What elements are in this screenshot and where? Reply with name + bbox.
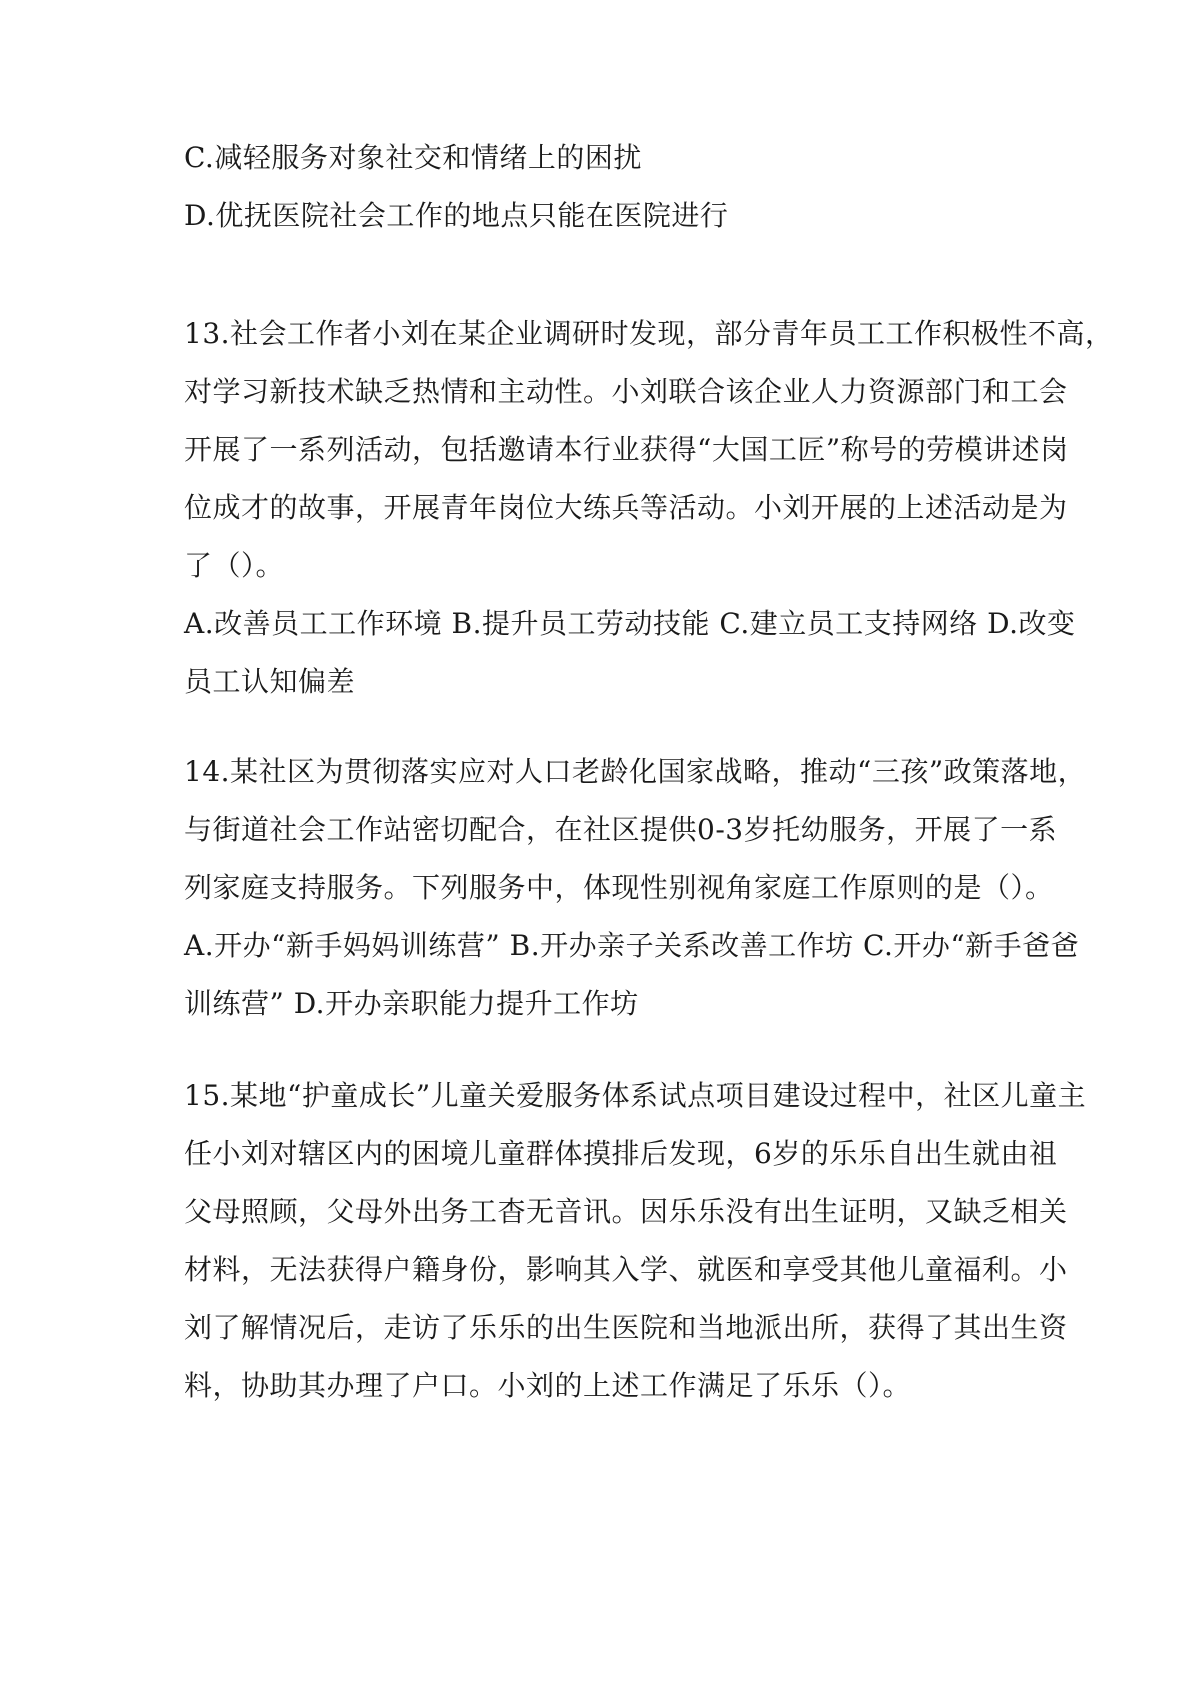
q15-stem-line-5: 刘了解情况后，走访了乐乐的出生医院和当地派出所，获得了其出生资: [184, 1311, 1068, 1344]
q13-stem-line-2: 对学习新技术缺乏热情和主动性。小刘联合该企业人力资源部门和工会: [184, 375, 1068, 408]
q15-stem-line-3: 父母照顾，父母外出务工杳无音讯。因乐乐没有出生证明，又缺乏相关: [184, 1195, 1068, 1228]
q13-options-line-2: 员工认知偏差: [184, 665, 356, 698]
q13-options-line-1: A.改善员工工作环境 B.提升员工劳动技能 C.建立员工支持网络 D.改变: [184, 607, 1076, 640]
q12-option-c: C.减轻服务对象社交和情绪上的困扰: [184, 141, 642, 174]
q15-stem-line-4: 材料，无法获得户籍身份，影响其入学、就医和享受其他儿童福利。小: [184, 1253, 1068, 1286]
q13-stem-line-4: 位成才的故事，开展青年岗位大练兵等活动。小刘开展的上述活动是为: [184, 491, 1068, 524]
q13-stem-line-3: 开展了一系列活动，包括邀请本行业获得“大国工匠”称号的劳模讲述岗: [184, 433, 1069, 466]
q14-stem-line-3: 列家庭支持服务。下列服务中，体现性别视角家庭工作原则的是（）。: [184, 871, 1054, 904]
q15-stem-line-6: 料，协助其办理了户口。小刘的上述工作满足了乐乐（）。: [184, 1369, 912, 1402]
q15-stem-line-2: 任小刘对辖区内的困境儿童群体摸排后发现，6岁的乐乐自出生就由祖: [184, 1137, 1058, 1170]
q14-stem-line-1: 14.某社区为贯彻落实应对人口老龄化国家战略，推动“三孩”政策落地，: [184, 755, 1087, 788]
q14-options-line-1: A.开办“新手妈妈训练营” B.开办亲子关系改善工作坊 C.开办“新手爸爸: [184, 929, 1080, 962]
q13-stem-line-1: 13.社会工作者小刘在某企业调研时发现，部分青年员工工作积极性不高，: [184, 317, 1114, 350]
q13-stem-line-5: 了（）。: [184, 549, 285, 582]
q14-options-line-2: 训练营” D.开办亲职能力提升工作坊: [184, 987, 639, 1020]
q14-stem-line-2: 与街道社会工作站密切配合，在社区提供0-3岁托幼服务，开展了一系: [184, 813, 1058, 846]
q15-stem-line-1: 15.某地“护童成长”儿童关爱服务体系试点项目建设过程中，社区儿童主: [184, 1079, 1087, 1112]
q12-option-d: D.优抚医院社会工作的地点只能在医院进行: [184, 199, 729, 232]
